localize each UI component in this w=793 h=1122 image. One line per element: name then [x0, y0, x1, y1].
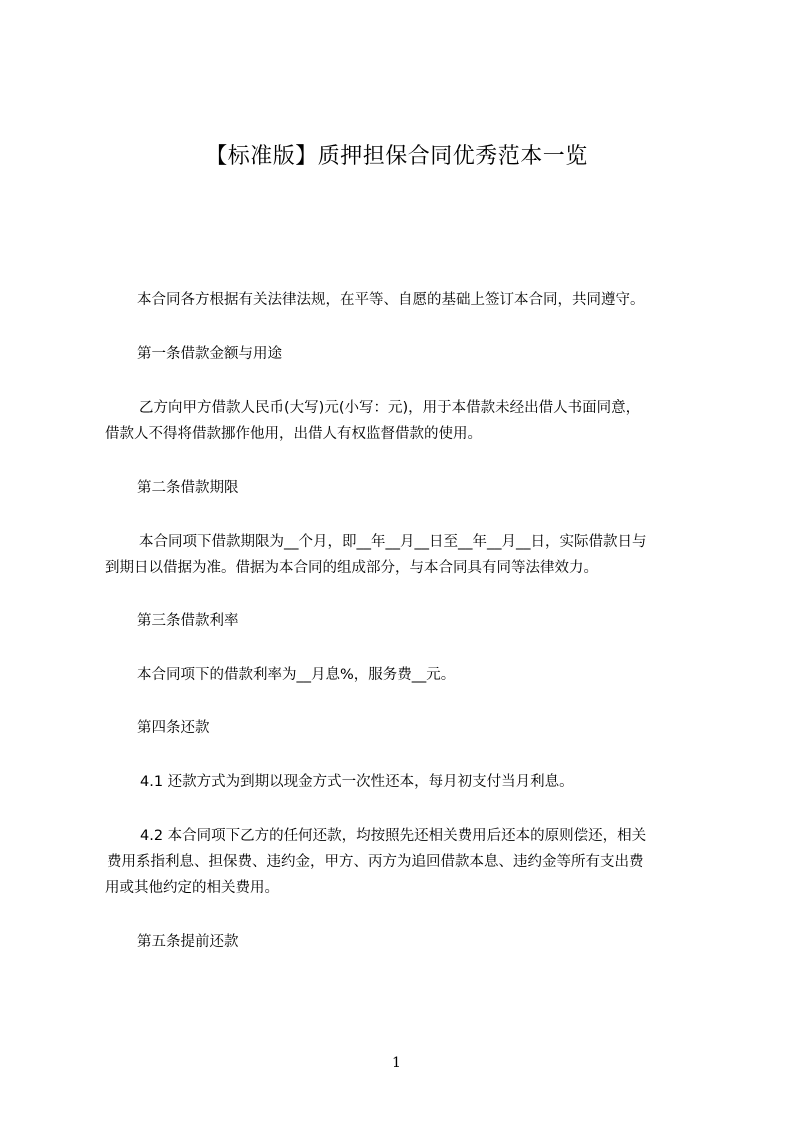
article-2-heading: 第二条借款期限 [137, 480, 239, 496]
article-4-2-line-2: 费用系指利息、担保费、违约金，甲方、丙方为追回借款本息、违约金等所有支出费 [107, 854, 644, 870]
article-2-body-line-2: 到期日以借据为准。借据为本合同的组成部分，与本合同具有同等法律效力。 [105, 560, 598, 576]
article-1-body-line-1: 乙方向甲方借款人民币(大写)元(小写：元)，用于本借款未经出借人书面同意， [139, 400, 641, 416]
article-1-heading: 第一条借款金额与用途 [137, 346, 282, 362]
article-4-heading: 第四条还款 [137, 720, 210, 736]
article-4-1-line-1: 4.1 还款方式为到期以现金方式一次性还本，每月初支付当月利息。 [140, 774, 574, 790]
article-3-heading: 第三条借款利率 [137, 613, 239, 629]
article-2-body-line-1: 本合同项下借款期限为__个月，即__年__月__日至__年__月__日，实际借款日与 [139, 534, 647, 550]
article-4-2-line-3: 用或其他约定的相关费用。 [105, 880, 279, 896]
article-1-body-line-2: 借款人不得将借款挪作他用，出借人有权监督借款的使用。 [105, 426, 482, 442]
article-3-body-line-1: 本合同项下的借款利率为__月息%，服务费__元。 [137, 667, 456, 683]
paragraph-preamble: 本合同各方根据有关法律法规，在平等、自愿的基础上签订本合同，共同遵守。 [137, 292, 645, 308]
page-number: 1 [392, 1055, 401, 1071]
document-title: 【标准版】质押担保合同优秀范本一览 [205, 144, 588, 169]
article-4-2-line-1: 4.2 本合同项下乙方的任何还款，均按照先还相关费用后还本的原则偿还，相关 [140, 828, 647, 844]
article-5-heading: 第五条提前还款 [137, 934, 239, 950]
